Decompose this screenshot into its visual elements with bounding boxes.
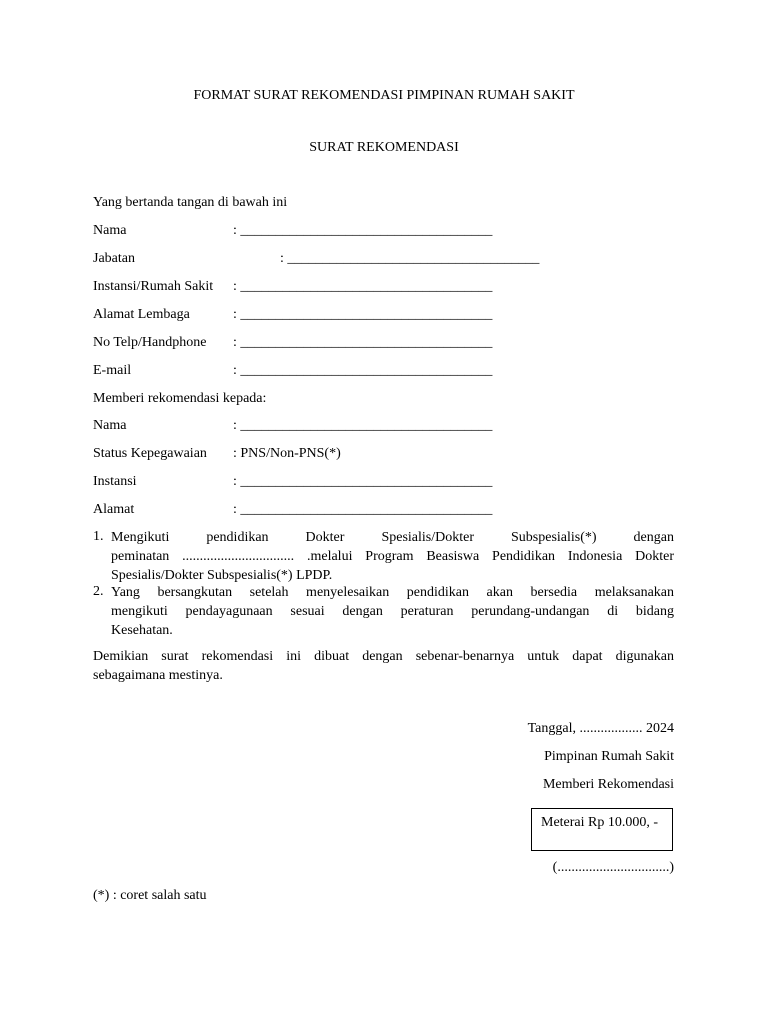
- point-1-number: 1.: [93, 529, 104, 544]
- recipient-name-value: : ____________________________________: [233, 418, 493, 433]
- recipient-intro: Memberi rekomendasi kepada:: [93, 391, 267, 406]
- signature-position: Pimpinan Rumah Sakit: [544, 749, 674, 764]
- stamp-label: Meterai Rp 10.000, -: [541, 815, 659, 830]
- signer-address-value: : ____________________________________: [233, 307, 493, 322]
- signer-email-value: : ____________________________________: [233, 363, 493, 378]
- format-title: FORMAT SURAT REKOMENDASI PIMPINAN RUMAH SAKIT: [193, 88, 575, 103]
- recipient-status-label: Status Kepegawaian: [93, 446, 207, 461]
- signer-institution-value: : ____________________________________: [233, 279, 493, 294]
- recipient-name-label: Nama: [93, 418, 127, 433]
- point-1-line-3: Spesialis/Dokter Subspesialis(*) LPDP.: [111, 568, 333, 583]
- closing-paragraph: [93, 647, 674, 685]
- point-1-text: [111, 528, 674, 585]
- signer-name-label: Nama: [93, 223, 127, 238]
- point-2-text: [111, 583, 674, 640]
- signature-date: Tanggal, .................. 2024: [527, 721, 674, 736]
- signer-intro: Yang bertanda tangan di bawah ini: [93, 195, 288, 210]
- signer-position-value: : ____________________________________: [280, 251, 540, 266]
- point-2-number: 2.: [93, 584, 104, 599]
- signer-phone-label: No Telp/Handphone: [93, 335, 207, 350]
- recipient-address-label: Alamat: [93, 502, 135, 517]
- stamp-box: [531, 808, 673, 851]
- footnote: (*) : coret salah satu: [93, 888, 207, 903]
- point-2-line-3: Kesehatan.: [111, 623, 173, 638]
- recipient-institution-label: Instansi: [93, 474, 137, 489]
- document-title: SURAT REKOMENDASI: [309, 140, 459, 155]
- signer-email-label: E-mail: [93, 363, 132, 378]
- signer-name-value: : ____________________________________: [233, 223, 493, 238]
- signature-role: Memberi Rekomendasi: [542, 777, 674, 792]
- recipient-institution-value: : ____________________________________: [233, 474, 493, 489]
- point-2-line-2: mengikuti pendayagunaan sesuai dengan peraturan perundang-undangan di bidang: [111, 604, 674, 619]
- closing-line-1: Demikian surat rekomendasi ini dibuat dengan sebenar-benarnya untuk dapat digunakan: [93, 649, 674, 664]
- point-2-line-1: Yang bersangkutan setelah menyelesaikan pendidikan akan bersedia melaksanakan: [111, 585, 674, 600]
- point-1-line-1: Mengikuti pendidikan Dokter Spesialis/Dokter Subspesialis(*) dengan: [111, 530, 674, 545]
- recipient-status-value: : PNS/Non-PNS(*): [233, 446, 341, 461]
- signer-institution-label: Instansi/Rumah Sakit: [93, 279, 214, 294]
- point-1-line-2: peminatan ................................ .melalui Program Beasiswa Pendidikan Indonesia Dokter: [111, 549, 674, 564]
- signer-phone-value: : ____________________________________: [233, 335, 493, 350]
- signer-address-label: Alamat Lembaga: [93, 307, 190, 322]
- closing-line-2: sebagaimana mestinya.: [93, 668, 223, 683]
- signature-name-placeholder: (................................): [552, 860, 674, 875]
- signer-position-label: Jabatan: [93, 251, 135, 266]
- recipient-address-value: : ____________________________________: [233, 502, 493, 517]
